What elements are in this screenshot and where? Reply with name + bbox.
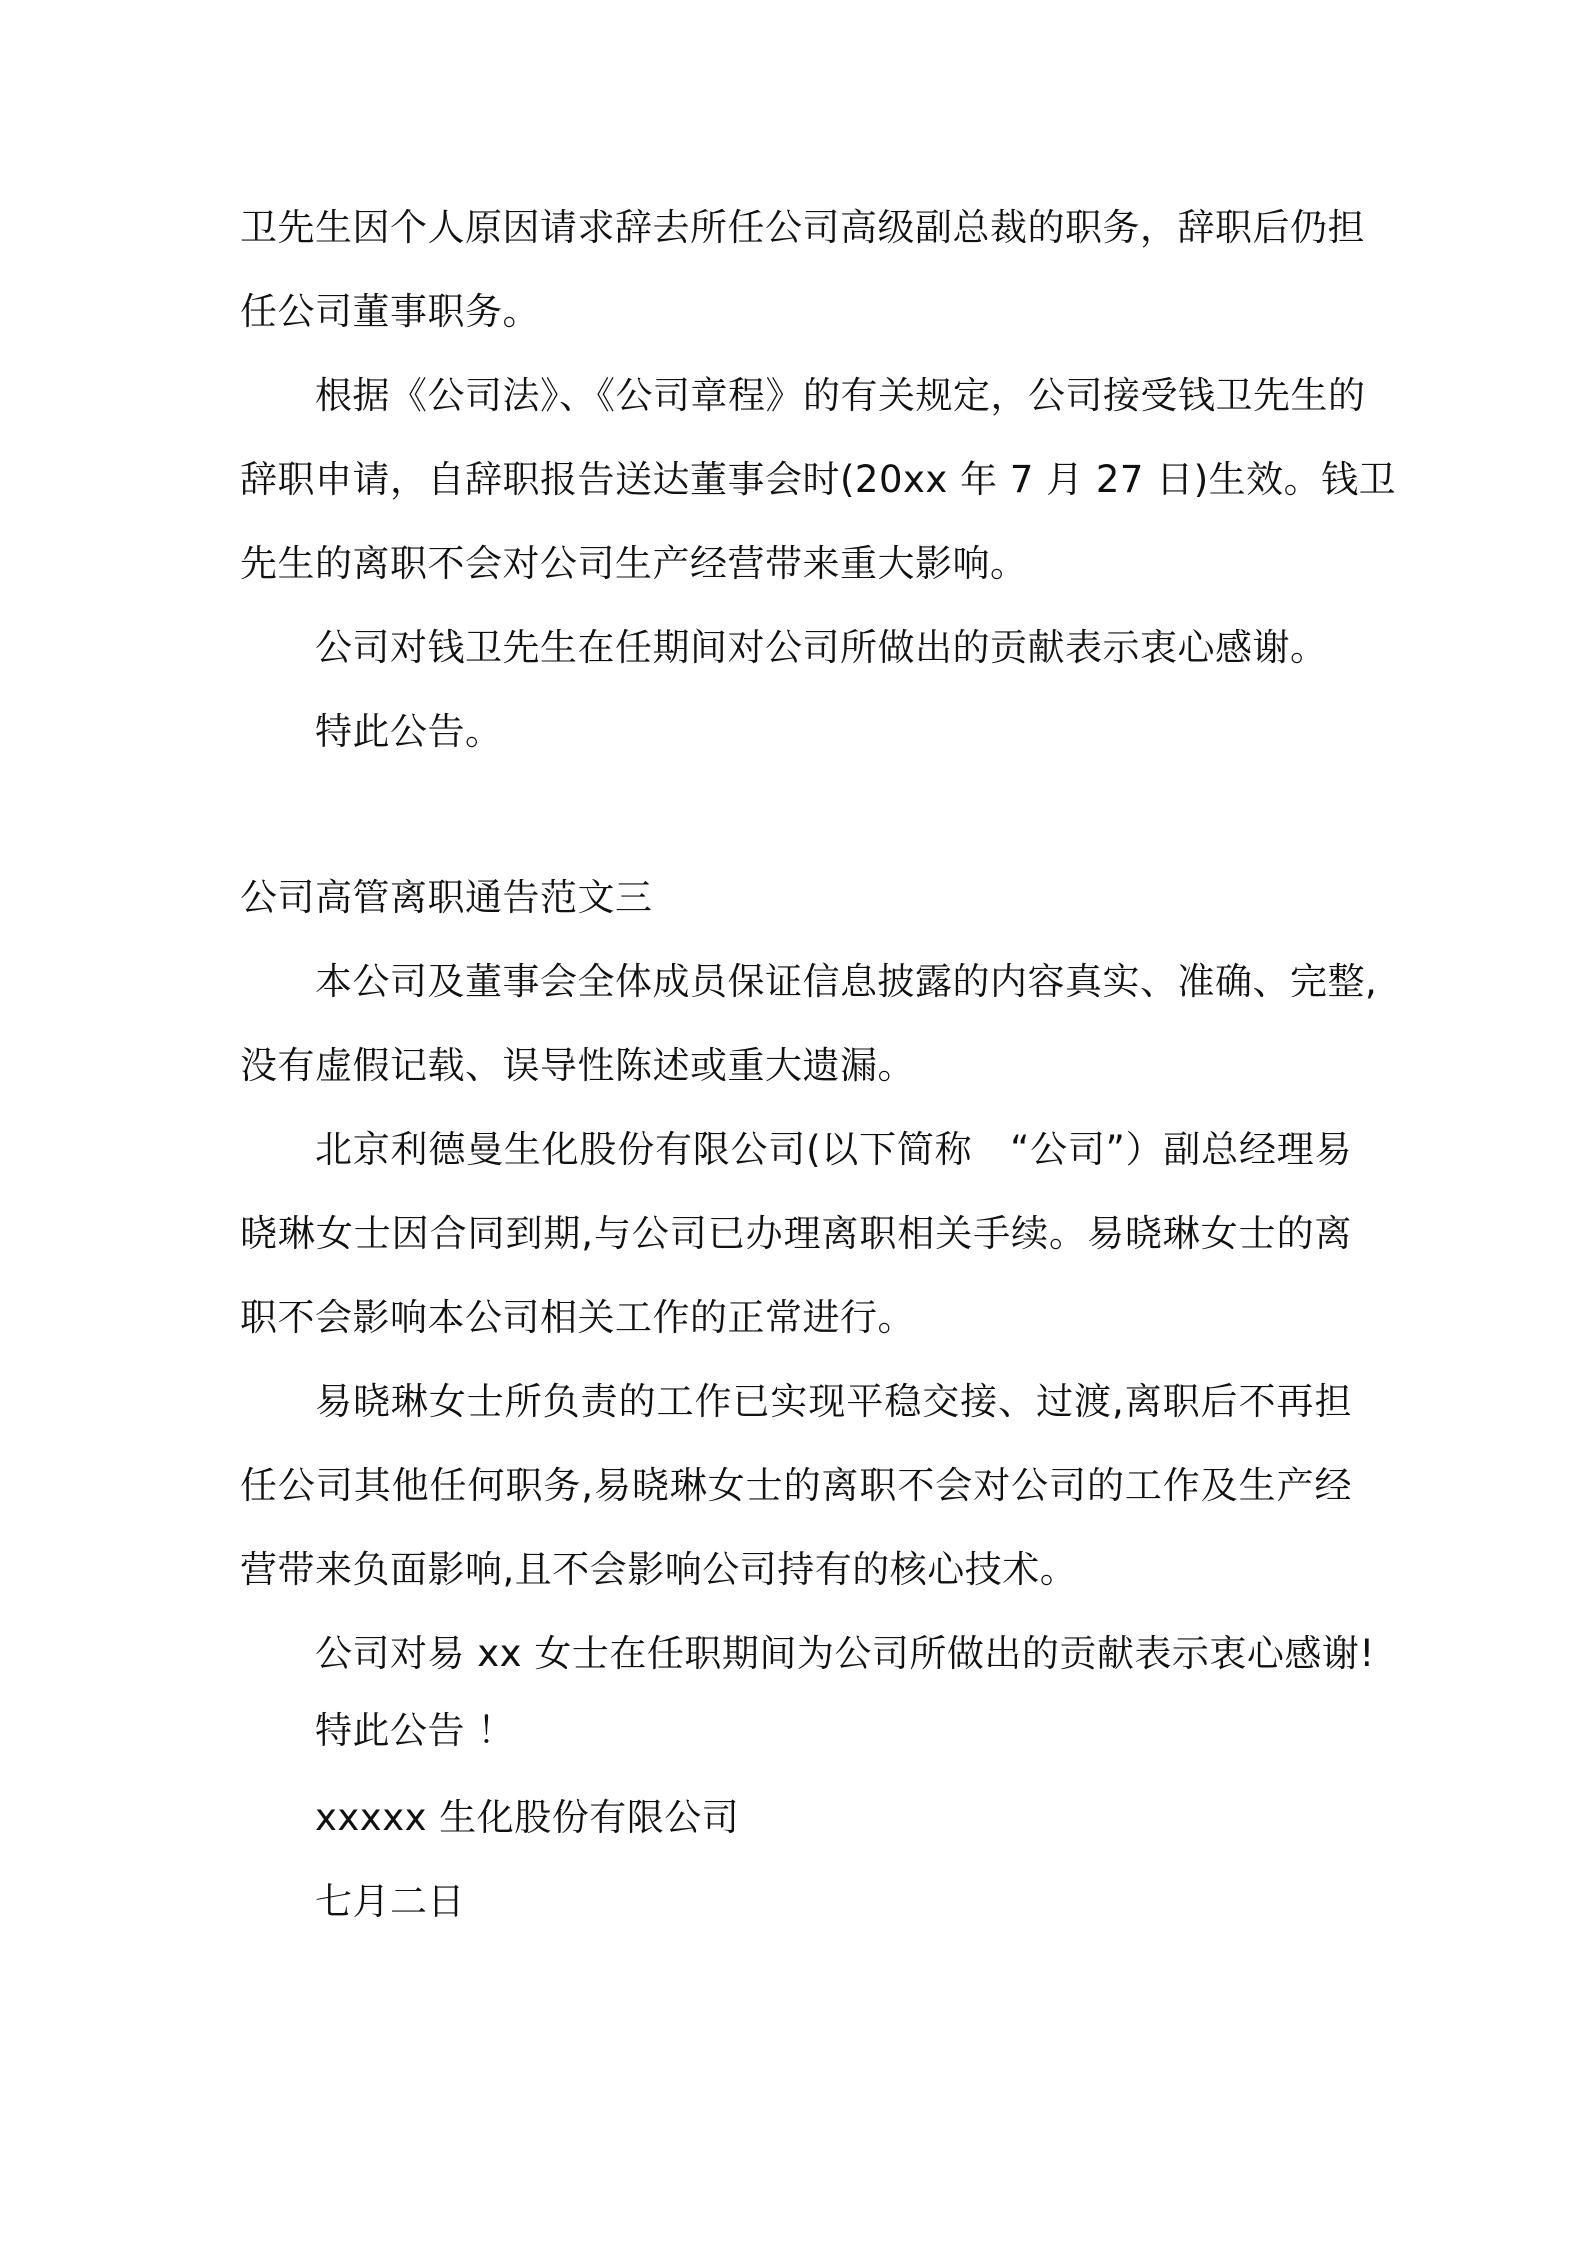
paragraph-line: 先生的离职不会对公司生产经营带来重大影响。	[240, 542, 1028, 585]
paragraph-line: 公司对易 xx 女士在任职期间为公司所做出的贡献表示衷心感谢!	[315, 1632, 1375, 1675]
paragraph-line: 易晓琳女士所负责的工作已实现平稳交接、过渡,离职后不再担	[315, 1380, 1352, 1423]
document-date: 七月二日	[315, 1880, 465, 1923]
paragraph-line: 本公司及董事会全体成员保证信息披露的内容真实、准确、完整,	[315, 960, 1378, 1003]
paragraph-line: 卫先生因个人原因请求辞去所任公司高级副总裁的职务，辞职后仍担	[240, 206, 1365, 249]
paragraph-line: 根据《公司法》、《公司章程》的有关规定，公司接受钱卫先生的	[315, 374, 1366, 417]
paragraph-line: 职不会影响本公司相关工作的正常进行。	[240, 1296, 915, 1339]
paragraph-line: 晓琳女士因合同到期,与公司已办理离职相关手续。易晓琳女士的离	[240, 1212, 1352, 1255]
paragraph-line: 任公司其他任何职务,易晓琳女士的离职不会对公司的工作及生产经	[240, 1464, 1352, 1507]
paragraph-line: 特此公告。	[315, 710, 503, 753]
section-title: 公司高管离职通告范文三	[240, 876, 653, 919]
company-signature: xxxxx 生化股份有限公司	[315, 1796, 740, 1839]
paragraph-line: 北京利德曼生化股份有限公司(以下简称 “公司”）副总经理易	[315, 1128, 1352, 1171]
paragraph-line: 公司对钱卫先生在任期间对公司所做出的贡献表示衷心感谢。	[315, 626, 1328, 669]
closing-notice: 特此公告 ！	[315, 1709, 515, 1752]
paragraph-line: 任公司董事职务。	[240, 290, 540, 333]
paragraph-line: 没有虚假记载、误导性陈述或重大遗漏。	[240, 1044, 915, 1087]
paragraph-line: 营带来负面影响,且不会影响公司持有的核心技术。	[240, 1548, 1078, 1591]
paragraph-line: 辞职申请，自辞职报告送达董事会时(20xx 年 7 月 27 日)生效。钱卫	[240, 458, 1397, 501]
